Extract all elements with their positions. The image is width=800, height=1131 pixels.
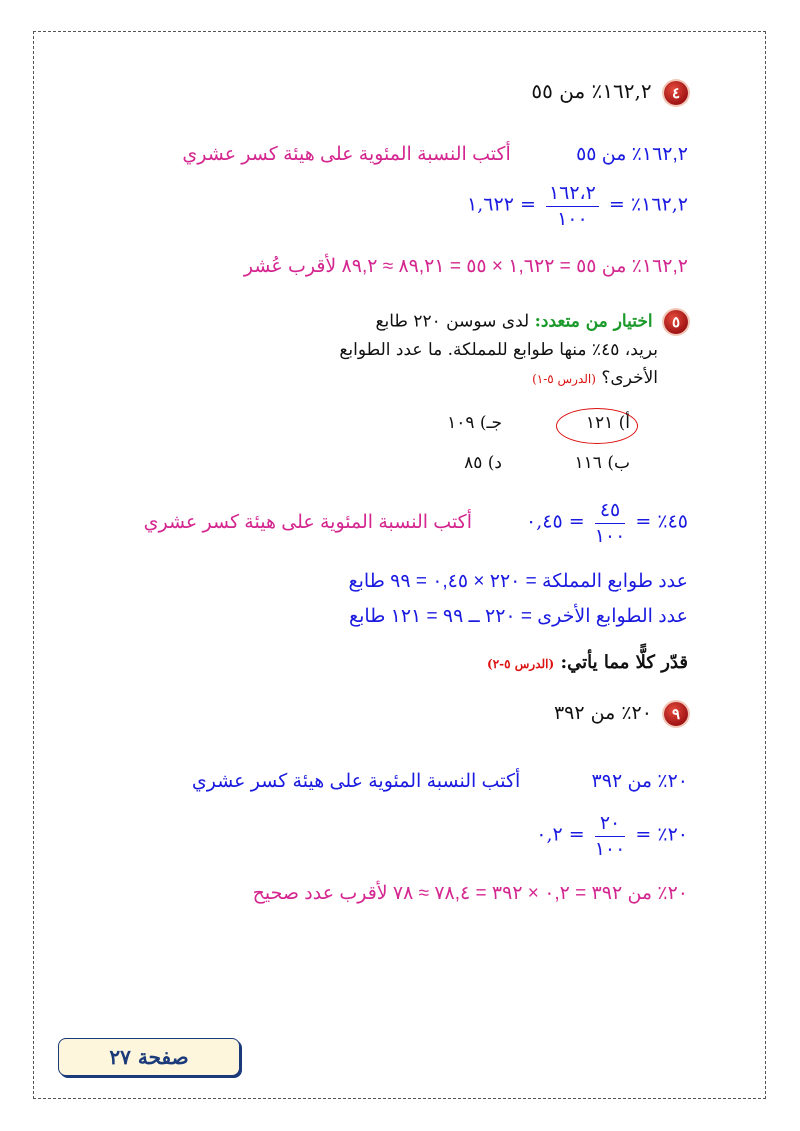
q5-text1: لدى سوسن ٢٢٠ طابع [375, 311, 530, 332]
q5-line1: عدد طوابع المملكة = ٢٢٠ × ٠,٤٥ = ٩٩ طابع [348, 571, 688, 592]
q5-fraction-line: ٤٥٪ = $\frac{٤٥}{١٠٠}$ = ٠,٤٥ أكتب النسبة المئوية على هيئة كسر عشري [143, 499, 688, 547]
q5-frac-result: ٠,٤٥ [526, 510, 563, 533]
q5-note: أكتب النسبة المئوية على هيئة كسر عشري [143, 511, 472, 533]
q9-frac-pct: ٢٠٪ [657, 823, 688, 846]
q4-fraction [546, 180, 599, 231]
q9-fraction [595, 810, 626, 861]
q4-title [531, 79, 688, 105]
page-number-label: صفحة ٢٧ [58, 1038, 240, 1076]
q9-line1-note: أكتب النسبة المئوية على هيئة كسر عشري [191, 771, 521, 792]
estimate-heading [487, 652, 688, 673]
q5-line2: عدد الطوابع الأخرى = ٢٢٠ ــ ٩٩ = ١٢١ طابع [349, 606, 688, 627]
q9-line1-expr: ٢٠٪ من ٣٩٢ [591, 771, 688, 792]
q4-title-text: ١٦٢,٢٪ من ٥٥ [531, 79, 652, 103]
estimate-ref: (الدرس ٥-٢) [487, 657, 555, 671]
q9-frac-result: ٠,٢ [536, 823, 563, 846]
q9-title [554, 702, 688, 726]
q5-fraction [595, 497, 626, 548]
q5-text-line3 [532, 368, 658, 388]
q9-fraction-line: ٢٠٪ = $\frac{٢٠}{١٠٠}$ = ٠,٢ [536, 812, 688, 860]
q4-fraction-line: ١٦٢,٢٪ = $\frac{١٦٢،٢}{١٠٠}$ = ١,٦٢٢ [467, 182, 688, 230]
q4-line1-note: أكتب النسبة المئوية على هيئة كسر عشري [182, 144, 511, 165]
estimate-title: قدّر كلًّا مما يأتي: [560, 652, 688, 673]
q4-badge: ٤ [664, 81, 688, 105]
q5-text-line1 [375, 310, 688, 334]
q5-text-line2: بريد، ٤٥٪ منها طوابع للمملكة. ما عدد الطوابع [339, 340, 658, 360]
q9-frac-den: ١٠٠ [594, 838, 626, 860]
q5-option-c: جـ) ١٠٩ [447, 413, 502, 433]
q9-title-text: ٢٠٪ من ٣٩٢ [553, 702, 652, 724]
q5-label: اختيار من متعدد: [534, 311, 653, 332]
q5-text3: الأخرى؟ [601, 368, 658, 388]
q5-frac-den: ١٠٠ [594, 525, 626, 547]
q9-frac-num: ٢٠ [595, 810, 626, 837]
q9-line1 [192, 770, 688, 793]
q9-line3: ٢٠٪ من ٣٩٢ = ٠,٢ × ٣٩٢ = ٧٨,٤ ≈ ٧٨ لأقرب عدد صحيح [252, 883, 688, 904]
q4-line3: ١٦٢,٢٪ من ٥٥ = ١,٦٢٢ × ٥٥ = ٨٩,٢١ ≈ ٨٩,٢ لأقرب عُشر [243, 256, 688, 277]
q4-line1 [182, 143, 688, 166]
q5-frac-num: ٤٥ [595, 497, 626, 524]
q4-frac-den: ١٠٠ [557, 208, 588, 230]
q5-ref: (الدرس ٥-١) [532, 372, 596, 386]
q5-badge: ٥ [664, 310, 688, 334]
q5-option-d: د) ٨٥ [464, 453, 502, 473]
q4-frac-num: ١٦٢،٢ [546, 180, 599, 207]
q5-option-b: ب) ١١٦ [574, 453, 630, 473]
q5-option-a: أ) ١٢١ [585, 413, 630, 433]
q4-frac-pct: ١٦٢,٢٪ [630, 193, 688, 216]
q4-line1-expr: ١٦٢,٢٪ من ٥٥ [576, 144, 688, 165]
q4-frac-result: ١,٦٢٢ [467, 193, 514, 216]
q9-badge: ٩ [664, 702, 688, 726]
q5-frac-pct: ٤٥٪ [657, 510, 688, 533]
